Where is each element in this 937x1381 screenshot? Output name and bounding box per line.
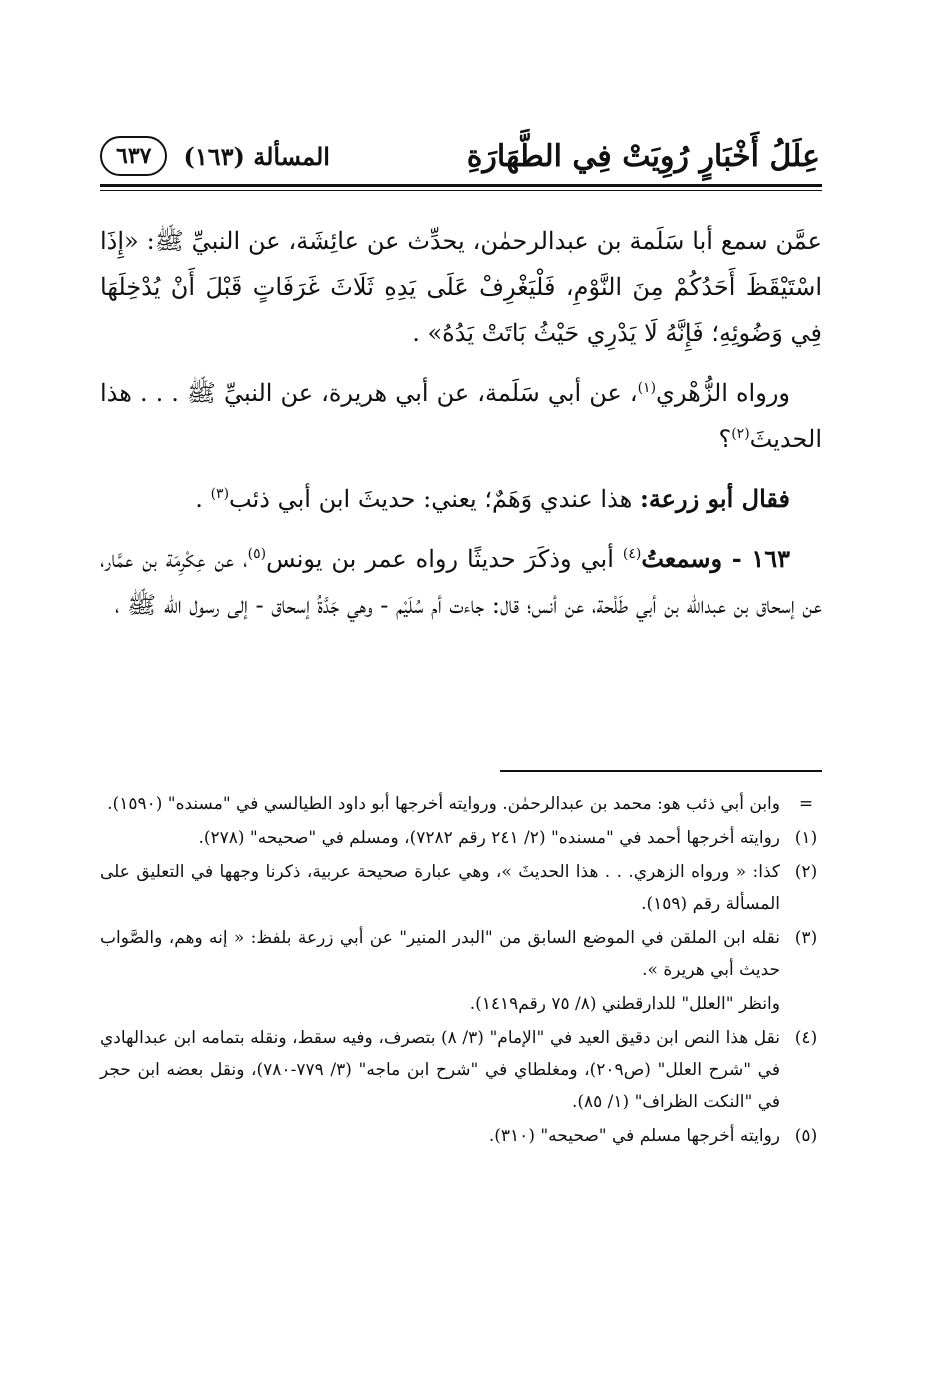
footnote-text: روايته أخرجها أحمد في "مسنده" (٢/ ٢٤١ رقم ٧٢٨٢)، ومسلم في "صحيحه" (٢٧٨).	[198, 828, 780, 848]
paragraph-4-text-a: أبي وذكَرَ حديثًا رواه عمر بن يونس	[266, 545, 623, 573]
footnote-ref-5: (٥)	[247, 546, 267, 562]
paragraph-2	[100, 370, 822, 462]
issue-number-lead: ١٦٣ - وسمعتُ	[641, 544, 791, 573]
footnote-text: كذا: « ورواه الزهري. . . هذا الحديثَ »، وهي عبارة صحيحة عربية، ذكرنا وجهها في التعليق على المسألة رقم (١٥٩).	[100, 862, 780, 914]
footnote-mark: (٢)	[794, 862, 818, 882]
header-meta	[100, 136, 330, 176]
footnote-text: وابن أبي ذئب هو: محمد بن عبدالرحمٰن. وروايته أخرجها أبو داود الطيالسي في "مسنده" (١٥٩٠).	[107, 794, 780, 814]
footnote-text: وانظر "العلل" للدارقطني (٨/ ٧٥ رقم١٤١٩).	[469, 994, 780, 1014]
paragraph-3-lead: فقال أبو زرعة:	[639, 484, 790, 513]
footnote-ref-4: (٤)	[622, 546, 642, 562]
footnote-text: روايته أخرجها مسلم في "صحيحه" (٣١٠).	[488, 1126, 780, 1146]
paragraph-3	[100, 476, 822, 522]
footnote-4	[100, 1022, 822, 1118]
paragraph-2-text-b: ، عن أبي سَلَمة، عن أبي هريرة، عن النبيِّ ﷺ . . . هذا الحديثَ	[100, 379, 822, 453]
paragraph-4-text-b: ، عن عِكْرِمَة بن عمَّار، عن إسحاق بن عبدالله بن أبي طَلْحة، عن أنس؛ قال: جاءت أم سُلَيْم - وهي جَدَّةُ إسحاق - إلى رسول الله ﷺ ،	[100, 545, 822, 619]
page-header	[100, 128, 820, 184]
paragraph-2-text-a: ورواه الزُّهْري	[656, 379, 790, 407]
footnote-text: نقل هذا النص ابن دقيق العيد في "الإمام" (٣/ ٨) بتصرف، وفيه سقط، ونقله بتمامه ابن عبدالهادي في "شرح العلل" (ص٢٠٩)، ومغلطاي في "شرح ابن ماجه" (٣/ ٧٧٩-٧٨٠)، ونقل بعضه ابن حجر في "النكت الظراف" (١/ ٨٥).	[100, 1028, 781, 1112]
footnote-mark: (٥)	[794, 1126, 818, 1146]
paragraph-1: عمَّن سمع أبا سَلَمة بن عبدالرحمٰن، يحدِّث عن عائِشَة، عن النبيِّ ﷺ: «إِذَا اسْتَيْقَظَ أَحَدُكُمْ مِنَ النَّوْمِ، فَلْيَغْرِفْ عَلَى يَدِهِ ثَلَاثَ غَرَفَاتٍ قَبْلَ أَنْ يُدْخِلَهَا فِي وَضُوئِهِ؛ فَإِنَّهُ لَا يَدْرِي حَيْثُ بَاتَتْ يَدُهُ» .	[100, 227, 822, 347]
footnote-continuation	[100, 788, 822, 820]
footnote-separator	[500, 770, 822, 772]
paragraph-3-end: .	[195, 485, 211, 513]
footnote-mark: (٤)	[794, 1028, 818, 1048]
footnote-text: نقله ابن الملقن في الموضع السابق من "البدر المنير" عن أبي زرعة بلفظ: « إنه وهم، والصَّواب حديث أبي هريرة ».	[100, 928, 780, 980]
book-title: عِلَلُ أَخْبَارٍ رُوِيَتْ فِي الطَّهَارَةِ	[466, 138, 820, 174]
header-rule-thin	[100, 190, 822, 191]
paragraph-2-text-c: ؟	[718, 425, 732, 453]
main-text	[100, 218, 822, 628]
issue-label: المسألة (١٦٣)	[183, 141, 330, 171]
footnote-ref-2: (٢)	[731, 426, 750, 442]
footnote-mark: (٣)	[794, 928, 818, 948]
footnote-mark	[790, 988, 822, 1020]
page-number: ٦٣٧	[100, 136, 167, 176]
footnote-3-continuation	[100, 988, 822, 1020]
footnote-mark: =	[798, 794, 814, 814]
footnotes	[100, 788, 822, 1154]
footnote-mark: (١)	[794, 828, 818, 848]
footnote-ref-3: (٣)	[210, 486, 230, 502]
header-rule	[100, 184, 822, 187]
paragraph-3-text: هذا عندي وَهَمٌ؛ يعني: حديثَ ابن أبي ذئب	[229, 485, 640, 513]
footnote-2	[100, 856, 822, 920]
footnote-ref-1: (١)	[637, 380, 657, 396]
paragraph-4	[100, 536, 822, 628]
footnote-1	[100, 822, 822, 854]
footnote-5	[100, 1120, 822, 1152]
footnote-3	[100, 922, 822, 986]
